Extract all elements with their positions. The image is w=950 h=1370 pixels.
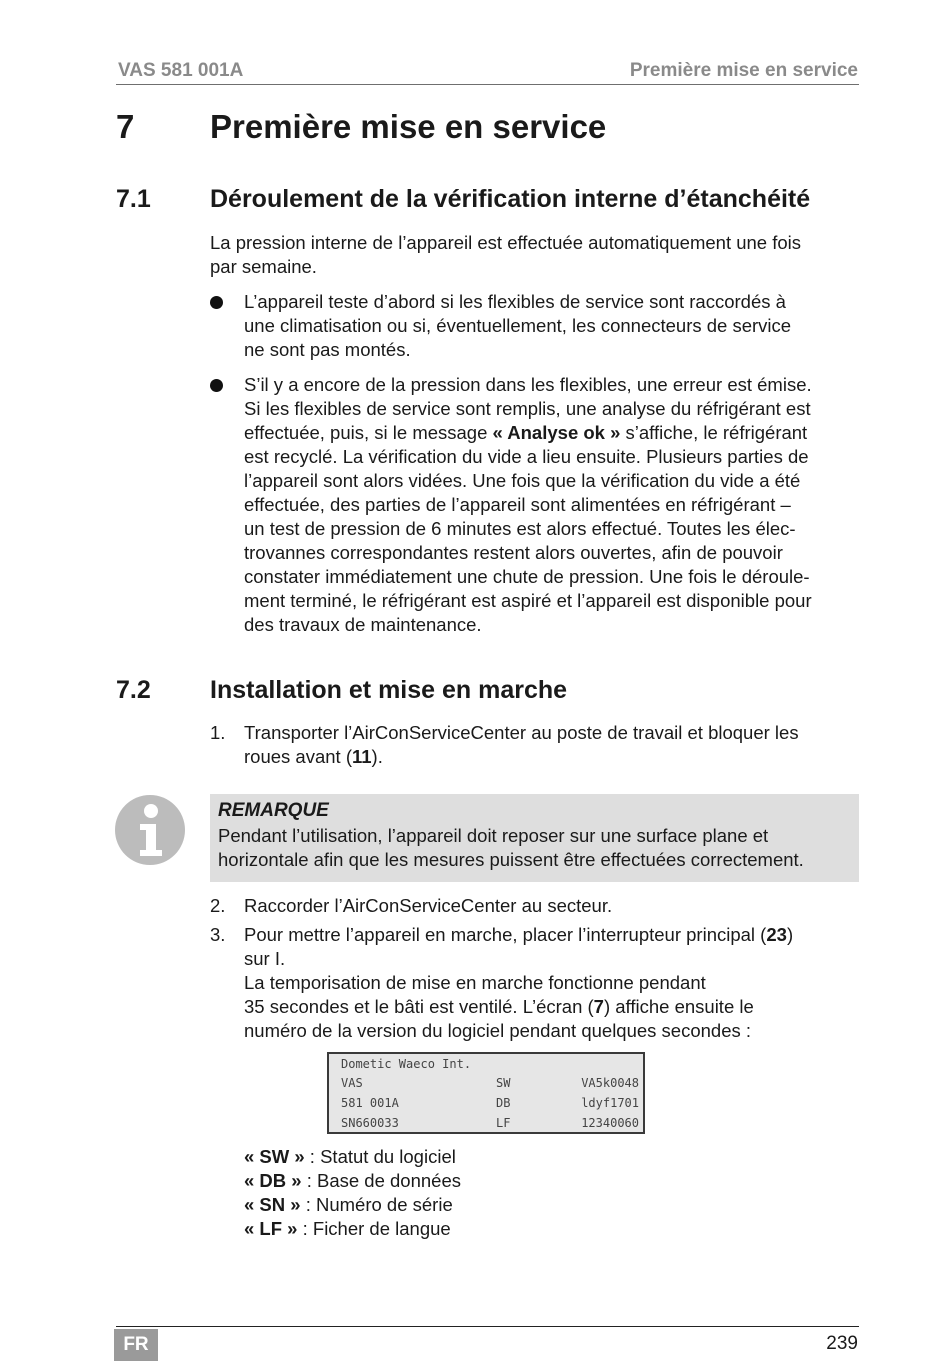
bullet-line: l’appareil sont alors vidées. Une fois que la vérification du vide a été — [244, 470, 801, 491]
bullet-line: un test de pression de 6 minutes est alors effectué. Toutes les élec- — [244, 518, 796, 539]
lcd-display — [327, 1052, 645, 1134]
bullet-line: effectuée, des parties de l’appareil sont alimentées en réfrigérant – — [244, 494, 791, 515]
step-2-text: Raccorder l’AirConServiceCenter au secteur. — [244, 895, 613, 916]
section-7-2-number: 7.2 — [116, 676, 151, 704]
bullet-line: effectuée, puis, si le message « Analyse ok » s’affiche, le réfrigérant — [244, 422, 808, 443]
step-line: La temporisation de mise en marche fonctionne pendant — [244, 972, 706, 993]
language-badge: FR — [114, 1329, 158, 1361]
step-1-text — [244, 721, 860, 769]
step-1-number: 1. — [210, 722, 226, 743]
bullet-line: S’il y a encore de la pression dans les flexibles, une erreur est émise. — [244, 374, 812, 395]
info-icon — [114, 794, 186, 866]
header-section-title: Première mise en service — [629, 60, 858, 81]
lcd-row: VAS SW VA5k0048 — [341, 1076, 639, 1090]
bullet-line: des travaux de maintenance. — [244, 614, 482, 635]
header-doc-id: VAS 581 001A — [118, 60, 244, 81]
note-line: horizontale afin que les mesures puissent être effectuées correctement. — [218, 849, 804, 870]
section-7-1-title: Déroulement de la vérification interne d’étanchéité — [210, 185, 811, 213]
legend-item: « SW » : Statut du logiciel — [244, 1146, 456, 1167]
bullet-line: ne sont pas montés. — [244, 339, 411, 360]
bullet-line: ment terminé, le réfrigérant est aspiré et l’appareil est disponible pour — [244, 590, 812, 611]
step-3-number: 3. — [210, 924, 226, 945]
intro-line: par semaine. — [210, 256, 317, 277]
step-2-number: 2. — [210, 895, 226, 916]
step-3-text — [244, 923, 860, 1043]
header-rule — [116, 84, 859, 85]
bullet-line: Si les flexibles de service sont remplis, une analyse du réfrigérant est — [244, 398, 811, 419]
note-line: Pendant l’utilisation, l’appareil doit reposer sur une surface plane et — [218, 825, 769, 846]
bullet-line: L’appareil teste d’abord si les flexibles de service sont raccordés à — [244, 291, 786, 312]
intro-line: La pression interne de l’appareil est effectuée automatiquement une fois — [210, 232, 802, 253]
page-number: 239 — [826, 1333, 858, 1354]
legend-item: « DB » : Base de données — [244, 1170, 462, 1191]
section-7-1-intro — [210, 231, 860, 279]
analyse-ok-message: « Analyse ok » — [492, 422, 621, 443]
bullet-line: est recyclé. La vérification du vide a lieu ensuite. Plusieurs parties de — [244, 446, 809, 467]
bullet-line: trovannes correspondantes restent alors ouvertes, afin de pouvoir — [244, 542, 783, 563]
legend-item: « SN » : Numéro de série — [244, 1194, 453, 1215]
bullet-2-text — [244, 373, 860, 637]
chapter-number: 7 — [116, 108, 135, 145]
step-line: Pour mettre l’appareil en marche, placer l’interrupteur principal (23) — [244, 924, 794, 945]
bullet-dot — [210, 296, 223, 309]
step-line: numéro de la version du logiciel pendant quelques secondes : — [244, 1020, 752, 1041]
section-7-1-number: 7.1 — [116, 185, 151, 213]
note-title: REMARQUE — [218, 800, 329, 821]
lcd-row: SN660033 LF 12340060 — [341, 1116, 639, 1130]
step-line: Transporter l’AirConServiceCenter au poste de travail et bloquer les — [244, 722, 799, 743]
step-line: 35 secondes et le bâti est ventilé. L’écran (7) affiche ensuite le — [244, 996, 754, 1017]
bullet-1-text — [244, 290, 860, 362]
chapter-title: Première mise en service — [210, 108, 607, 145]
legend-item: « LF » : Ficher de langue — [244, 1218, 451, 1239]
note-text — [218, 824, 858, 872]
bullet-line: une climatisation ou si, éventuellement, les connecteurs de service — [244, 315, 792, 336]
step-line: roues avant (11). — [244, 746, 383, 767]
step-line: sur I. — [244, 948, 286, 969]
bullet-line: constater immédiatement une chute de pression. Une fois le déroule- — [244, 566, 810, 587]
footer-rule — [116, 1326, 859, 1327]
lcd-row: 581 001A DB ldyf1701 — [341, 1096, 639, 1110]
section-7-2-title: Installation et mise en marche — [210, 676, 568, 704]
bullet-dot — [210, 379, 223, 392]
lcd-row: Dometic Waeco Int. — [341, 1057, 472, 1071]
